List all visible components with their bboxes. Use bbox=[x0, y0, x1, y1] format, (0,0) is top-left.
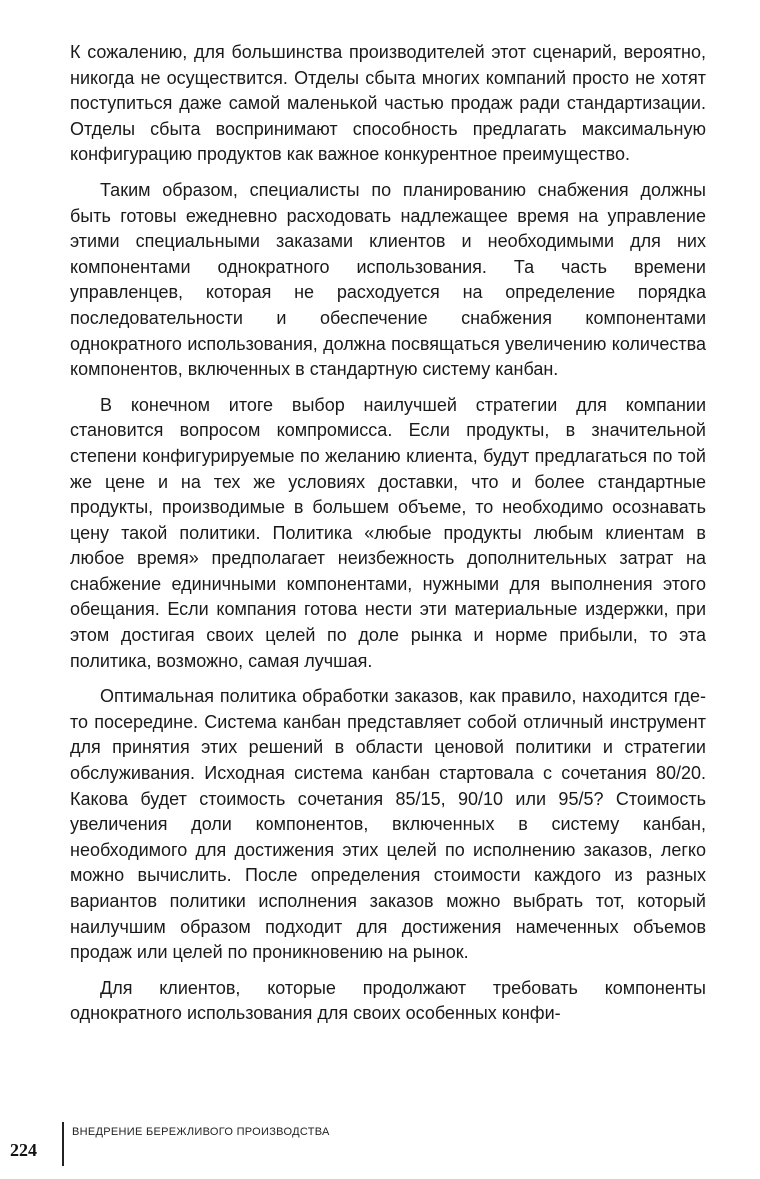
running-title: ВНЕДРЕНИЕ БЕРЕЖЛИВОГО ПРОИЗВОДСТВА bbox=[72, 1126, 330, 1138]
paragraph-1: К сожалению, для большинства производителей этот сценарий, вероятно, никогда не осуществится. Отделы сбыта многих компаний просто не хотят поступиться даже самой маленькой частью продаж ради стандартизации. Отделы сбыта воспринимают способность предлагать максимальную конфигурацию продуктов как важное конкурентное преимущество. bbox=[70, 42, 706, 165]
footer-divider bbox=[62, 1122, 64, 1166]
paragraph-2: Таким образом, специалисты по планированию снабжения должны быть готовы ежедневно расходовать надлежащее время на управление этими специальными заказами клиентов и необходимыми для них компонентами однократного использования. Та часть времени управленцев, которая не расходуется на определение порядка последовательности и обеспечение снабжения компонентами однократного использования, должна посвящаться увеличению количества компонентов, включенных в стандартную систему канбан. bbox=[70, 179, 706, 380]
paragraph-3: В конечном итоге выбор наилучшей стратегии для компании становится вопросом компромисса. Если продукты, в значительной степени конфигурируемые по желанию клиента, будут предлагаться по той же цене и на тех же условиях доставки, что и более стандартные продукты, производимые в большем объеме, то необходимо осознавать цену такой политики. Политика «любые продукты любым клиентам в любое время» предполагает неизбежность дополнительных затрат на снабжение единичными компонентами, нужными для выполнения этого обещания. Если компания готова нести эти материальные издержки, при этом достигая своих целей по доле рынка и норме прибыли, то эта политика, возможно, самая лучшая. bbox=[70, 394, 706, 671]
paragraph-5: Для клиентов, которые продолжают требовать компоненты однократного использования для своих особенных конфи- bbox=[70, 977, 706, 1024]
page-body bbox=[70, 40, 706, 1037]
page-footer bbox=[0, 1118, 760, 1168]
page-number: 224 bbox=[10, 1140, 37, 1160]
paragraph-4: Оптимальная политика обработки заказов, как правило, находится где-то посередине. Система канбан представляет собой отличный инструмент для принятия этих решений в области ценовой политики и стратегии обслуживания. Исходная система канбан стартовала с сочетания 80/20. Какова будет стоимость сочетания 85/15, 90/10 или 95/5? Стоимость увеличения доли компонентов, включенных в систему канбан, необходимого для достижения этих целей по исполнению заказов, легко можно вычислить. После определения стоимости каждого из разных вариантов политики исполнения заказов можно выбрать тот, который наилучшим образом подходит для достижения намеченных объемов продаж или целей по проникновению на рынок. bbox=[70, 686, 706, 963]
